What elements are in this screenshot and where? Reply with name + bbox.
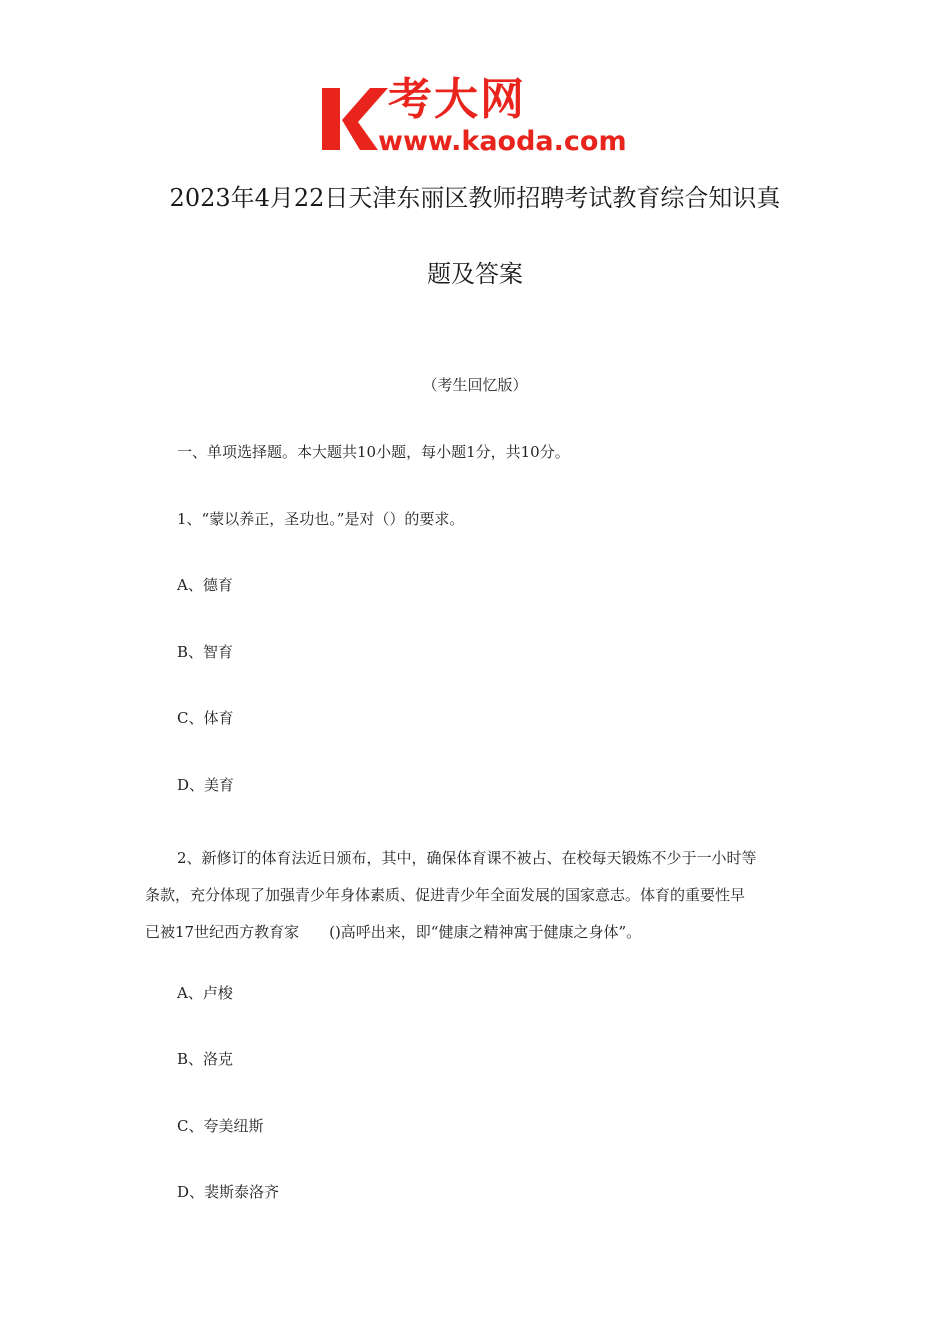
page-title-line-2: 题及答案 [427, 260, 523, 288]
question-2-option-a: A、卢梭 [177, 984, 233, 1002]
question-2-option-d: D、裴斯泰洛齐 [177, 1183, 280, 1201]
kaoda-logo [318, 74, 640, 158]
question-1-option-c: C、体育 [177, 709, 234, 727]
question-2-stem-line-3 [145, 914, 810, 951]
question-2-stem-line-1: 2、新修订的体育法近日颁布，其中，确保体育课不被占、在校每天锻炼不少于一小时等 [177, 849, 757, 867]
question-2-option-b: B、洛克 [177, 1050, 234, 1068]
edition-note: （考生回忆版） [422, 376, 528, 394]
section-heading: 一、单项选择题。本大题共10小题，每小题1分，共10分。 [177, 443, 570, 461]
question-2-option-c: C、夸美纽斯 [177, 1117, 264, 1135]
logo-url-text: www.kaoda.com [378, 126, 627, 157]
question-2-stem-line-3b: ()高呼出来，即“健康之精神寓于健康之身体”。 [329, 923, 642, 941]
question-2-stem-line-3a: 已被17世纪西方教育家 [145, 923, 300, 941]
question-1-option-a: A、德育 [177, 576, 233, 594]
question-2-stem [145, 840, 810, 951]
page-title-line-1: 2023年4月22日天津东丽区教师招聘考试教育综合知识真 [169, 184, 781, 212]
question-1-option-d: D、美育 [177, 776, 235, 794]
question-1-stem: 1、“蒙以养正，圣功也。”是对（）的要求。 [177, 510, 465, 528]
logo-brand-text: 考大网 [388, 74, 526, 125]
question-1-option-b: B、智育 [177, 643, 234, 661]
question-2-stem-line-2: 条款，充分体现了加强青少年身体素质、促进青少年全面发展的国家意志。体育的重要性早 [145, 886, 746, 904]
